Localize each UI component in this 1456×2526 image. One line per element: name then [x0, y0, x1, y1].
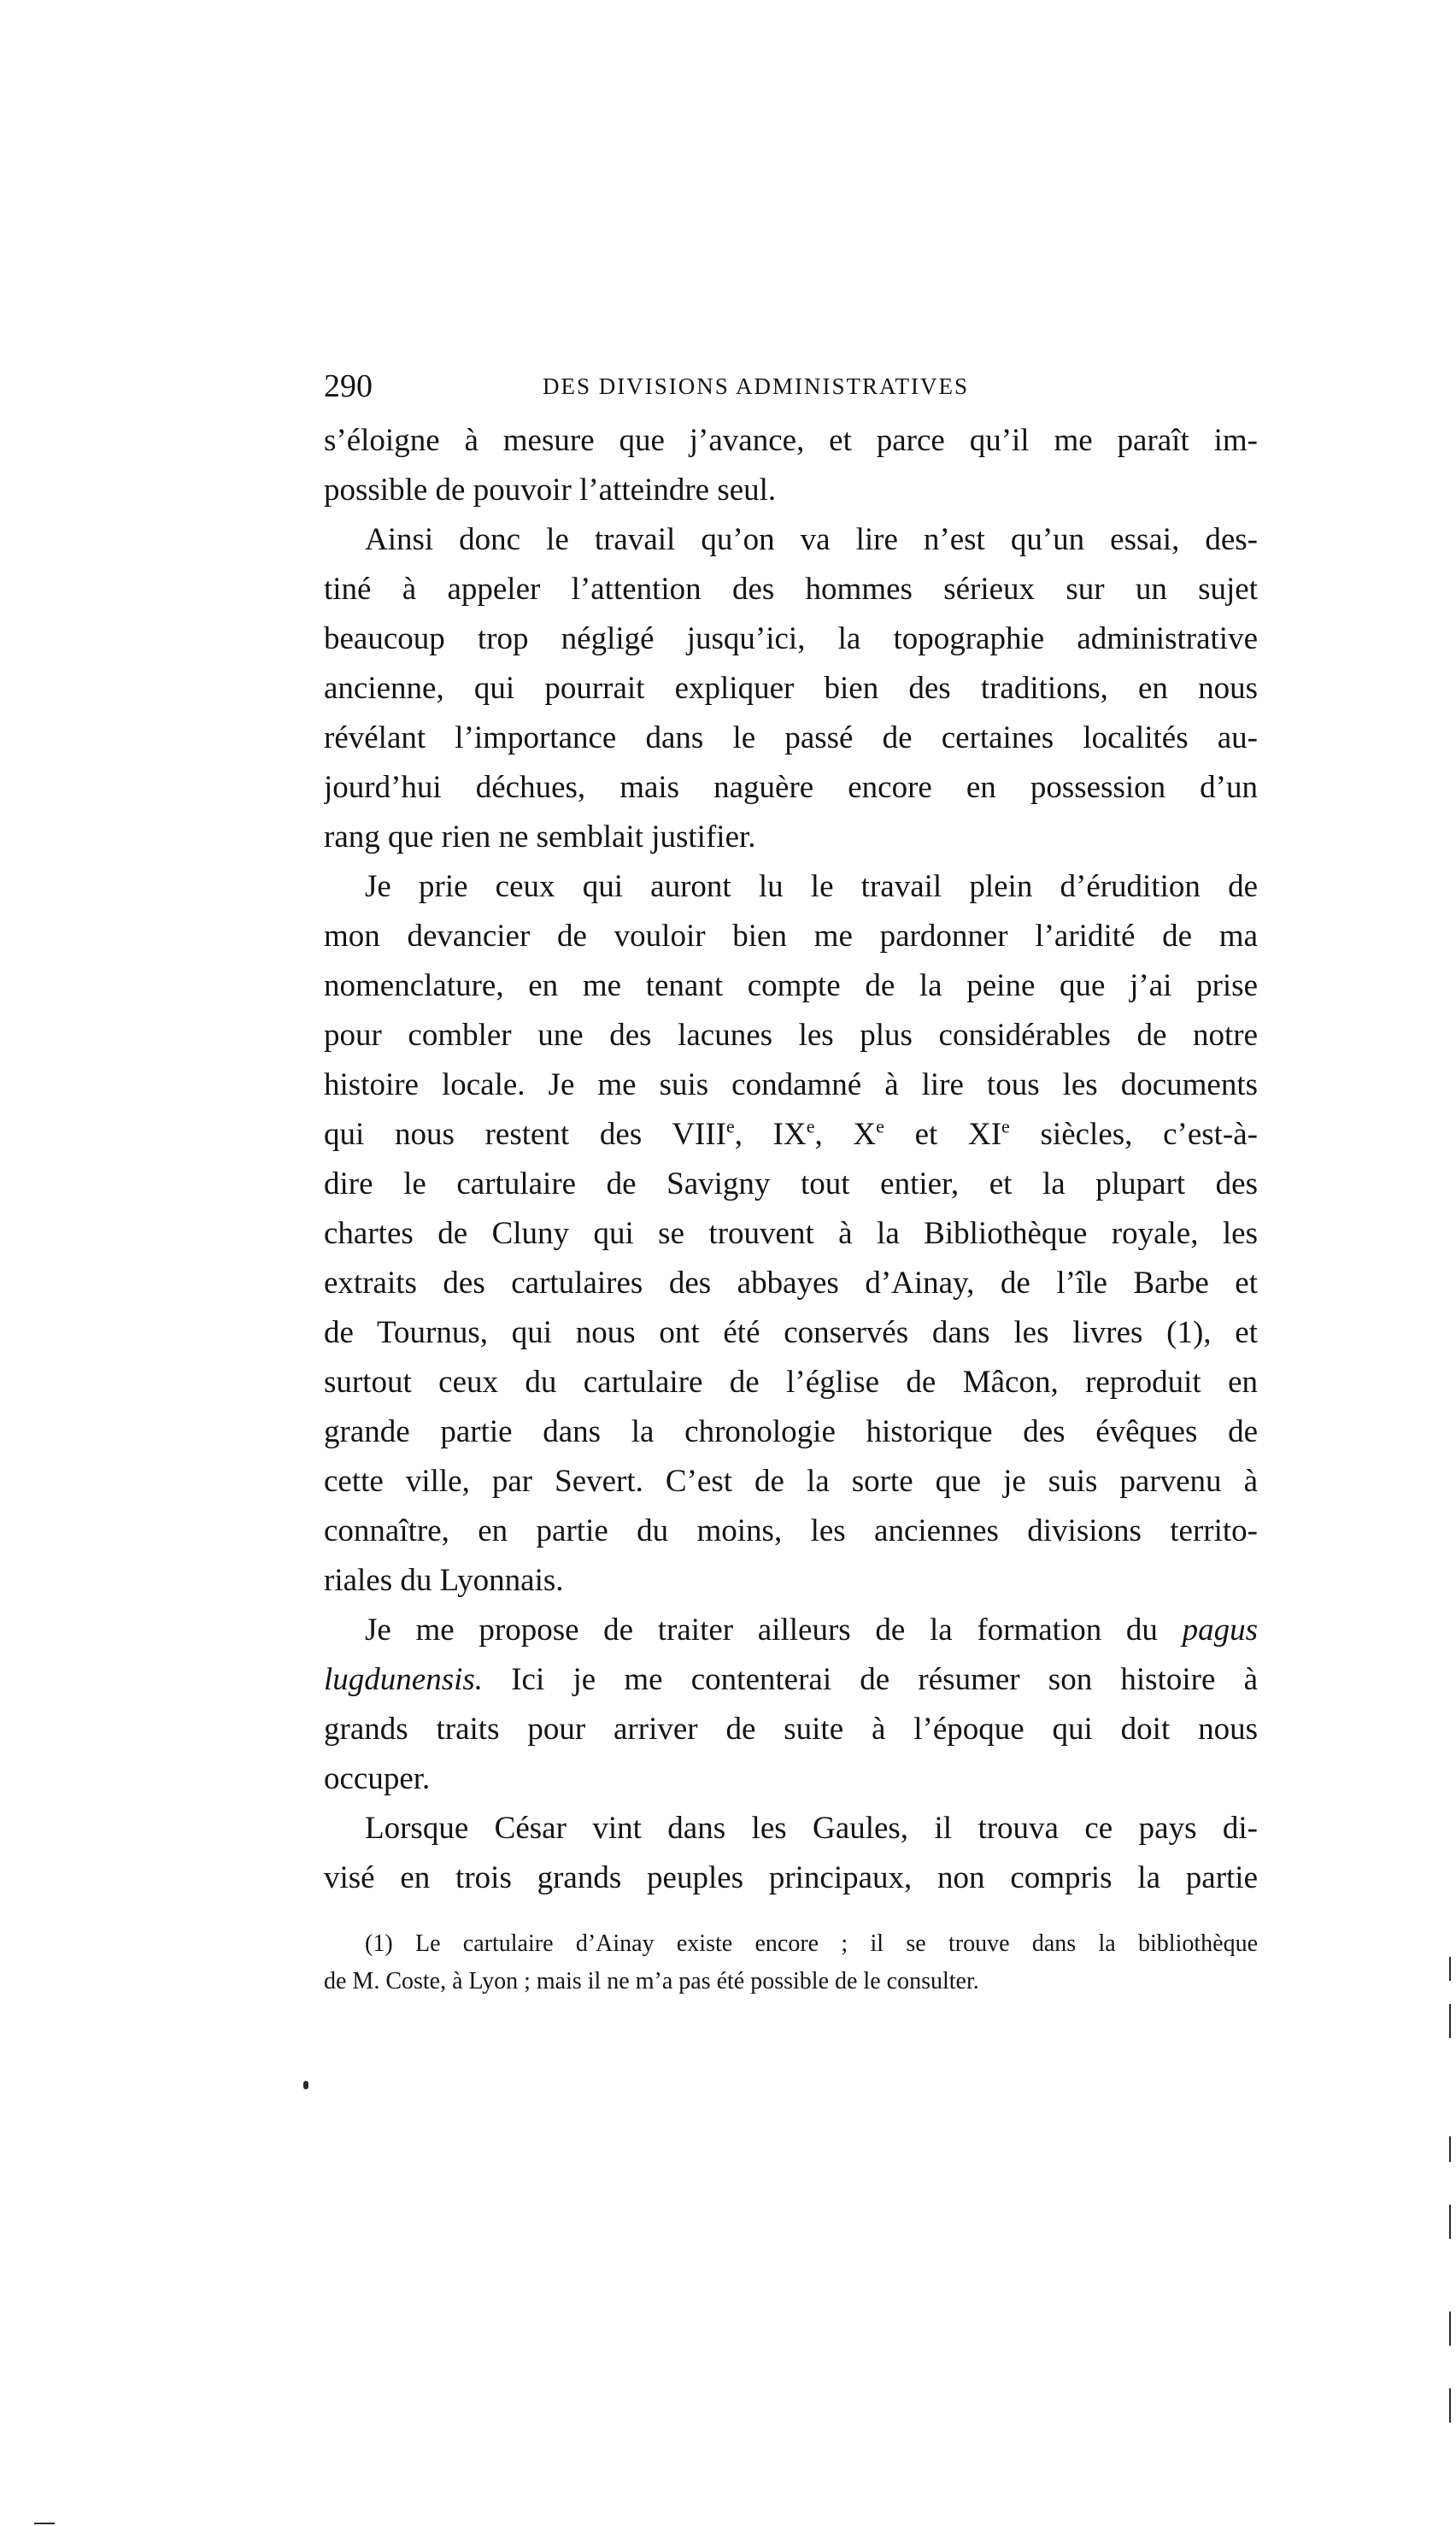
scan-artifact-line [1449, 2205, 1451, 2239]
footnote [324, 1925, 1258, 2000]
text-line: extraits des cartulaires des abbayes d’Ainay, de l’île Barbe et [324, 1266, 1258, 1301]
running-head [324, 364, 1258, 408]
scan-artifact-line [1449, 2136, 1451, 2162]
text-line: connaître, en partie du moins, les anciennes divisions territo- [324, 1513, 1258, 1548]
text-line: pour combler une des lacunes les plus considérables de notre [324, 1018, 1258, 1053]
text-line: tiné à appeler l’attention des hommes sérieux sur un sujet [324, 572, 1258, 607]
italic-term: lugdunensis. [324, 1662, 484, 1697]
text-line: s’éloigne à mesure que j’avance, et parce qu’il me paraît im- [324, 423, 1258, 458]
text-line: ancienne, qui pourrait expliquer bien des traditions, en nous [324, 671, 1258, 706]
scan-artifact-line [1449, 2388, 1451, 2423]
scan-artifact-line [1449, 2004, 1451, 2038]
scan-artifact-line [34, 2523, 55, 2524]
text-line: riales du Lyonnais. [324, 1563, 564, 1598]
text-line: possible de pouvoir l’atteindre seul. [324, 473, 777, 508]
text-line: nomenclature, en me tenant compte de la peine que j’ai prise [324, 968, 1258, 1003]
text-fragment: qui nous restent des VIII [324, 1117, 726, 1152]
italic-term: pagus [1182, 1613, 1258, 1648]
text-line: rang que rien ne semblait justifier. [324, 819, 756, 855]
footnote-line: (1) Le cartulaire d’Ainay existe encore ; il se trouve dans la bibliothèque [365, 1930, 1258, 1957]
body-text [324, 416, 1258, 1903]
text-line: Ainsi donc le travail qu’on va lire n’est qu’un essai, des- [365, 522, 1258, 557]
text-line: de Tournus, qui nous ont été conservés dans les livres (1), et [324, 1315, 1258, 1350]
text-fragment: Je me propose de traiter ailleurs de la formation du [365, 1613, 1183, 1648]
text-fragment: Ici je me contenterai de résumer son histoire à [483, 1662, 1258, 1697]
superscript: e [1001, 1115, 1010, 1137]
text-line: occuper. [324, 1761, 431, 1796]
text-fragment: siècles, c’est-à- [1009, 1117, 1258, 1152]
text-line: jourd’hui déchues, mais naguère encore en possession d’un [324, 770, 1258, 805]
superscript: e [725, 1115, 735, 1137]
text-line: Je prie ceux qui auront lu le travail plein d’érudition de [365, 869, 1258, 904]
scan-artifact-line [1449, 2312, 1451, 2346]
text-line: surtout ceux du cartulaire de l’église de Mâcon, reproduit en [324, 1365, 1258, 1400]
text-fragment: , IX [734, 1117, 807, 1152]
scan-artifact-line [1449, 1957, 1451, 1981]
text-fragment: , X [814, 1117, 877, 1152]
text-line: chartes de Cluny qui se trouvent à la Bibliothèque royale, les [324, 1216, 1258, 1251]
superscript: e [876, 1115, 884, 1137]
text-line: grands traits pour arriver de suite à l’époque qui doit nous [324, 1712, 1258, 1747]
text-line [324, 1606, 1258, 1655]
superscript: e [806, 1115, 815, 1137]
footnote-line: de M. Coste, à Lyon ; mais il ne m’a pas été possible de le consulter. [324, 1968, 979, 1994]
page-number: 290 [324, 368, 373, 404]
text-line: mon devancier de vouloir bien me pardonner l’aridité de ma [324, 919, 1258, 954]
text-line: beaucoup trop négligé jusqu’ici, la topographie administrative [324, 621, 1258, 656]
text-line: dire le cartulaire de Savigny tout entier, et la plupart des [324, 1166, 1258, 1201]
running-title: DES DIVISIONS ADMINISTRATIVES [543, 373, 970, 399]
text-line: révélant l’importance dans le passé de certaines localités au- [324, 720, 1258, 755]
text-line: cette ville, par Severt. C’est de la sorte que je suis parvenu à [324, 1464, 1258, 1499]
text-fragment: et XI [884, 1117, 1002, 1152]
text-line: visé en trois grands peuples principaux, non compris la partie [324, 1860, 1258, 1895]
text-line-centuries [324, 1110, 1258, 1160]
scan-artifact-dot [303, 2081, 308, 2089]
text-line: Lorsque César vint dans les Gaules, il trouva ce pays di- [365, 1811, 1258, 1846]
text-line: grande partie dans la chronologie historique des évêques de [324, 1414, 1258, 1449]
text-line: histoire locale. Je me suis condamné à lire tous les documents [324, 1067, 1258, 1102]
text-line [324, 1655, 1258, 1705]
